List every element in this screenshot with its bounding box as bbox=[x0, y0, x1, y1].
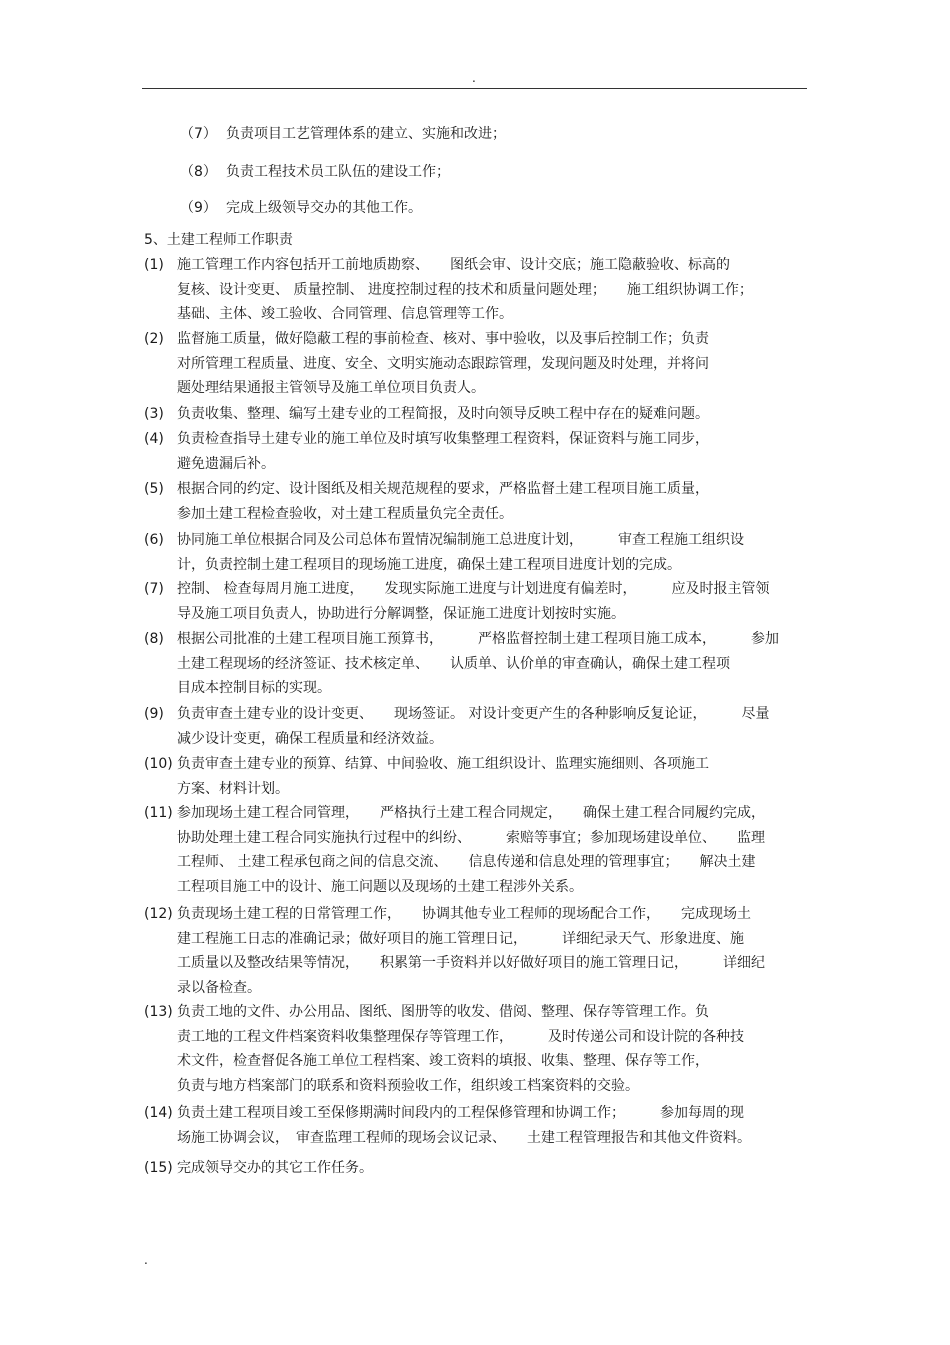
section-title: 5、土建工程师工作职责 bbox=[144, 232, 293, 248]
duty-number: (3) bbox=[144, 406, 164, 422]
duty-line: 土建工程现场的经济签证、技术核定单、 认质单、认价单的审查确认，确保土建工程项 bbox=[177, 656, 730, 672]
duty-line: 负责与地方档案部门的联系和资料预验收工作，组织竣工档案资料的交验。 bbox=[177, 1078, 639, 1094]
duty-line: 负责审查土建专业的预算、结算、中间验收、施工组织设计、监理实施细则、各项施工 bbox=[177, 756, 709, 772]
duty-number: (5) bbox=[144, 481, 164, 497]
duty-number: (4) bbox=[144, 431, 164, 447]
top-item-number: （9） bbox=[180, 200, 217, 216]
duty-line: 工程项目施工中的设计、施工问题以及现场的土建工程涉外关系。 bbox=[177, 879, 583, 895]
duty-line: 负责工地的文件、办公用品、图纸、图册等的收发、借阅、整理、保存等管理工作。负 bbox=[177, 1004, 709, 1020]
duty-line: 根据公司批准的土建工程项目施工预算书， 严格监督控制土建工程项目施工成本， 参加 bbox=[177, 631, 779, 647]
duty-line: 工程师、 土建工程承包商之间的信息交流、 信息传递和信息处理的管理事宜； 解决土建 bbox=[177, 854, 756, 870]
footer-mark: . bbox=[144, 1253, 148, 1267]
duty-line: 基础、主体、竣工验收、合同管理、信息管理等工作。 bbox=[177, 306, 513, 322]
duty-number: (2) bbox=[144, 331, 164, 347]
duty-line: 建工程施工日志的准确记录；做好项目的施工管理日记， 详细纪录天气、形象进度、施 bbox=[177, 931, 744, 947]
duty-line: 复核、设计变更、 质量控制、 进度控制过程的技术和质量问题处理； 施工组织协调工作； bbox=[177, 282, 753, 298]
duty-line: 术文件，检查督促各施工单位工程档案、竣工资料的填报、收集、整理、保存等工作， bbox=[177, 1053, 709, 1069]
duty-number: (13) bbox=[144, 1004, 173, 1020]
duty-number: (12) bbox=[144, 906, 173, 922]
duty-number: (14) bbox=[144, 1105, 173, 1121]
duty-line: 负责审查土建专业的设计变更、 现场签证。 对设计变更产生的各种影响反复论证， 尽量 bbox=[177, 706, 770, 722]
duty-line: 负责现场土建工程的日常管理工作， 协调其他专业工程师的现场配合工作， 完成现场土 bbox=[177, 906, 751, 922]
duty-line: 负责检查指导土建专业的施工单位及时填写收集整理工程资料，保证资料与施工同步， bbox=[177, 431, 709, 447]
duty-line: 参加土建工程检查验收，对土建工程质量负完全责任。 bbox=[177, 506, 513, 522]
duty-line: 完成领导交办的其它工作任务。 bbox=[177, 1160, 373, 1176]
top-item-number: （8） bbox=[180, 164, 217, 180]
duty-number: (8) bbox=[144, 631, 164, 647]
duty-number: (6) bbox=[144, 532, 164, 548]
duty-line: 施工管理工作内容包括开工前地质勘察、 图纸会审、设计交底；施工隐蔽验收、标高的 bbox=[177, 257, 730, 273]
duty-line: 题处理结果通报主管领导及施工单位项目负责人。 bbox=[177, 380, 485, 396]
top-item-text: 负责工程技术员工队伍的建设工作； bbox=[226, 164, 450, 180]
duty-line: 控制、 检查每周月施工进度， 发现实际施工进度与计划进度有偏差时， 应及时报主管领 bbox=[177, 581, 770, 597]
duty-line: 责工地的工程文件档案资料收集整理保存等管理工作， 及时传递公司和设计院的各种技 bbox=[177, 1029, 744, 1045]
duty-number: (7) bbox=[144, 581, 164, 597]
duty-line: 计，负责控制土建工程项目的现场施工进度，确保土建工程项目进度计划的完成。 bbox=[177, 557, 681, 573]
duty-line: 场施工协调会议， 审查监理工程师的现场会议记录、 土建工程管理报告和其他文件资料。 bbox=[177, 1130, 751, 1146]
duty-line: 录以备检查。 bbox=[177, 980, 261, 996]
top-item-number: （7） bbox=[180, 126, 217, 142]
duty-number: (9) bbox=[144, 706, 164, 722]
header-mark: . bbox=[472, 71, 476, 85]
header-rule bbox=[142, 88, 807, 89]
duty-line: 导及施工项目负责人，协助进行分解调整，保证施工进度计划按时实施。 bbox=[177, 606, 625, 622]
duty-line: 根据合同的约定、设计图纸及相关规范规程的要求，严格监督土建工程项目施工质量， bbox=[177, 481, 709, 497]
duty-line: 方案、材料计划。 bbox=[177, 781, 289, 797]
duty-line: 参加现场土建工程合同管理， 严格执行土建工程合同规定， 确保土建工程合同履约完成， bbox=[177, 805, 765, 821]
duty-line: 负责土建工程项目竣工至保修期满时间段内的工程保修管理和协调工作； 参加每周的现 bbox=[177, 1105, 744, 1121]
duty-line: 避免遗漏后补。 bbox=[177, 456, 275, 472]
duty-line: 协助处理土建工程合同实施执行过程中的纠纷、 索赔等事宜；参加现场建设单位、 监理 bbox=[177, 830, 765, 846]
top-item-text: 负责项目工艺管理体系的建立、实施和改进； bbox=[226, 126, 506, 142]
duty-line: 负责收集、整理、编写土建专业的工程简报，及时向领导反映工程中存在的疑难问题。 bbox=[177, 406, 709, 422]
duty-number: (1) bbox=[144, 257, 164, 273]
duty-number: (10) bbox=[144, 756, 173, 772]
duty-line: 监督施工质量，做好隐蔽工程的事前检查、核对、事中验收，以及事后控制工作；负责 bbox=[177, 331, 709, 347]
duty-line: 目成本控制目标的实现。 bbox=[177, 680, 331, 696]
duty-number: (11) bbox=[144, 805, 173, 821]
duty-line: 工质量以及整改结果等情况， 积累第一手资料并以好做好项目的施工管理日记， 详细纪 bbox=[177, 955, 765, 971]
duty-line: 对所管理工程质量、进度、安全、文明实施动态跟踪管理，发现问题及时处理，并将问 bbox=[177, 356, 709, 372]
duty-line: 协同施工单位根据合同及公司总体布置情况编制施工总进度计划， 审查工程施工组织设 bbox=[177, 532, 744, 548]
duty-line: 减少设计变更，确保工程质量和经济效益。 bbox=[177, 731, 443, 747]
top-item-text: 完成上级领导交办的其他工作。 bbox=[226, 200, 422, 216]
duty-number: (15) bbox=[144, 1160, 173, 1176]
